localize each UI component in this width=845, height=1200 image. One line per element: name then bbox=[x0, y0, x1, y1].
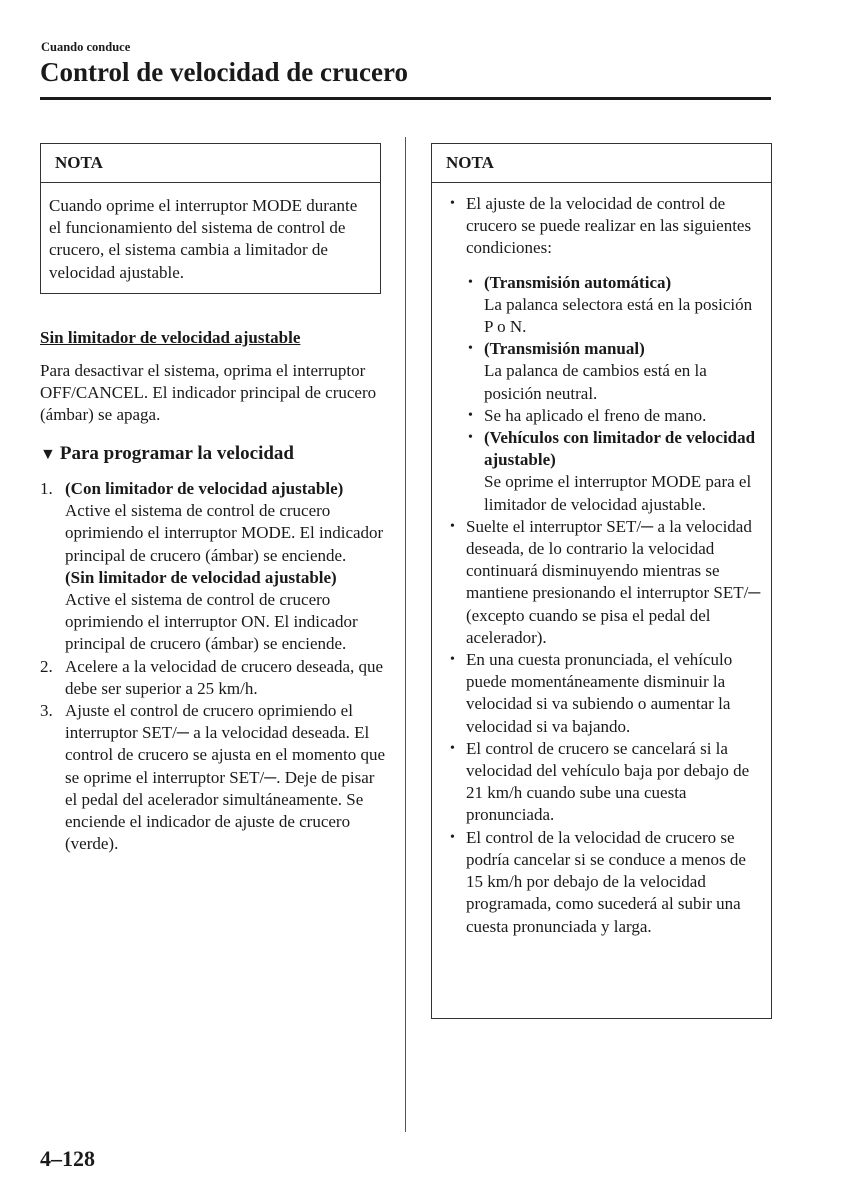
step-item bbox=[40, 656, 390, 700]
step-list bbox=[40, 478, 390, 855]
note-bullet: • En una cuesta pronunciada, el vehículo puede momentáneamente disminuir la velocidad si va subiendo o aumentar la velocidad si va bajando. bbox=[448, 649, 765, 738]
title-rule bbox=[40, 97, 771, 100]
condition-title: • (Vehículos con limitador de velocidad ajustable) bbox=[484, 428, 756, 470]
note-box-right bbox=[431, 143, 772, 1019]
step-number: 3. bbox=[40, 701, 53, 721]
note-label: NOTA bbox=[432, 144, 771, 183]
note-box-left bbox=[40, 143, 381, 294]
step-condition-title: (Sin limitador de velocidad ajustable) bbox=[65, 567, 337, 587]
step-text: Ajuste el control de crucero oprimiendo el interruptor SET/─ a la velocidad deseada. El control de crucero se ajusta en el momento que se oprime el interruptor SET/─. Deje de pisar el pedal del acelerador simultáneamente. Se enciende el indicador de ajuste de crucero (verde). bbox=[65, 701, 386, 854]
step-number: 2. bbox=[40, 656, 53, 676]
condition-item bbox=[466, 338, 765, 405]
note-bullet: • El control de crucero se cancelará si la velocidad del vehículo baja por debajo de 21 km/h cuando sube una cuesta pronunciada. bbox=[448, 738, 765, 827]
note-bullet: • El ajuste de la velocidad de control de crucero se puede realizar en las siguientes condiciones: bbox=[448, 193, 765, 260]
condition-title: • (Transmisión manual) bbox=[484, 339, 645, 359]
subsection-text: Para desactivar el sistema, oprima el interruptor OFF/CANCEL. El indicador principal de crucero (ámbar) se apaga. bbox=[40, 361, 377, 425]
section-label: Cuando conduce bbox=[41, 40, 131, 54]
program-heading bbox=[40, 442, 294, 467]
step-text: Active el sistema de control de crucero oprimiendo el interruptor ON. El indicador principal de crucero (ámbar) se enciende. bbox=[65, 590, 358, 654]
condition-item bbox=[466, 405, 765, 427]
condition-text: • Se ha aplicado el freno de mano. bbox=[484, 405, 707, 425]
step-text: Active el sistema de control de crucero oprimiendo el interruptor MODE. El indicador principal de crucero (ámbar) se enciende. bbox=[65, 501, 384, 565]
subsection-heading: Sin limitador de velocidad ajustable bbox=[40, 328, 301, 347]
condition-text: La palanca de cambios está en la posición neutral. bbox=[484, 361, 707, 403]
step-number: 1. bbox=[40, 479, 53, 498]
condition-item bbox=[466, 272, 765, 339]
note-content bbox=[432, 183, 771, 938]
condition-text: Se oprime el interruptor MODE para el limitador de velocidad ajustable. bbox=[484, 472, 752, 514]
program-heading-text: Para programar la velocidad bbox=[59, 443, 294, 464]
page-number: 4–128 bbox=[40, 1146, 95, 1171]
note-text: Cuando oprime el interruptor MODE durante el funcionamiento del sistema de control de crucero, el sistema cambia a limitador de velocidad ajustable. bbox=[49, 196, 358, 282]
condition-text: La palanca selectora está en la posición P o N. bbox=[484, 294, 753, 337]
page-title: Control de velocidad de crucero bbox=[40, 57, 408, 87]
triangle-down-icon: ▼ bbox=[40, 446, 56, 463]
step-item bbox=[40, 478, 390, 656]
note-label: NOTA bbox=[41, 144, 380, 183]
condition-title: • (Transmisión automática) bbox=[484, 272, 672, 292]
note-bullet: • El control de la velocidad de crucero se podría cancelar si se conduce a menos de 15 km/h por debajo de la velocidad programada, como sucederá al subir una cuesta pronunciada y larga. bbox=[448, 827, 765, 938]
step-condition-title: (Con limitador de velocidad ajustable) bbox=[65, 479, 344, 498]
column-divider bbox=[405, 137, 406, 1132]
step-item bbox=[40, 700, 390, 855]
step-text: Acelere a la velocidad de crucero deseada, que debe ser superior a 25 km/h. bbox=[65, 656, 384, 698]
condition-item bbox=[466, 427, 765, 516]
note-bullet: • Suelte el interruptor SET/─ a la velocidad deseada, de lo contrario la velocidad continuará disminuyendo mientras se mantiene presionando el interruptor SET/─ (excepto cuando se pisa el pedal del acelerador). bbox=[448, 516, 765, 649]
